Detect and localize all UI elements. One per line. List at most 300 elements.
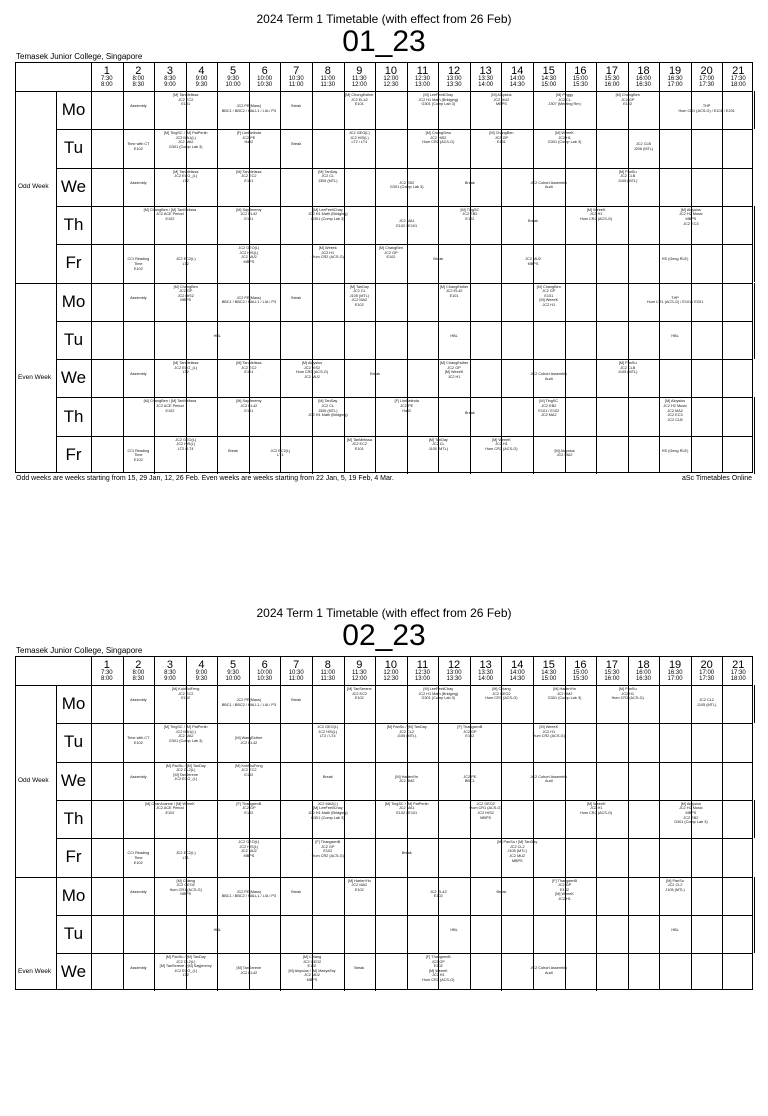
lesson-cell xyxy=(535,438,595,483)
lesson-text: [M] Aloysius xyxy=(301,361,323,366)
lesson-text: JC2 ECO_(L) xyxy=(174,968,198,973)
lesson-text: G301 (Comp Lab 3) xyxy=(168,739,203,744)
lesson-text: [M] SayJeremy xyxy=(236,207,262,212)
day-label: Fr xyxy=(65,253,82,273)
lesson-text: [M] LeeFeeliChay xyxy=(423,687,454,691)
lesson-cell xyxy=(219,764,279,798)
lesson-text: [M] PanSu / [M] TanDay xyxy=(497,840,538,845)
lesson-divider xyxy=(596,762,597,800)
period-end-time: 12:00 xyxy=(351,82,367,88)
lesson-text: Hum CR1 (ACS-G) xyxy=(469,806,502,811)
period-start-time: 10:00 xyxy=(257,76,273,82)
period-start-time: 16:00 xyxy=(635,76,651,82)
lesson-text: JC2 CL xyxy=(558,97,571,102)
lesson-text: G301 (Comp Lab 3) xyxy=(310,815,345,820)
lesson-text: E102 xyxy=(433,964,443,969)
lesson-text: [M] WeeeK xyxy=(492,437,511,442)
lesson-text: JC2 EL42 xyxy=(351,97,368,102)
lesson-text: G301 (Comp Lab 3) xyxy=(547,140,582,145)
lesson-text: G301 (Comp Lab 3) xyxy=(168,145,203,150)
lesson-cell xyxy=(535,131,595,165)
lesson-text: JC2 MU2 xyxy=(509,853,526,858)
lesson-cell xyxy=(471,687,531,721)
lesson-cell xyxy=(282,955,342,989)
lesson-text: HBL xyxy=(213,927,221,932)
lesson-text: J105 (MTL) xyxy=(397,734,417,739)
lesson-text: JC2 EC2 xyxy=(241,174,257,179)
lesson-text: JC2 MA1(L) xyxy=(175,135,196,140)
lesson-text: JC2 H1 xyxy=(447,374,461,379)
lesson-text: [M] ChangEsther xyxy=(439,284,469,289)
lesson-text: Break xyxy=(291,142,302,147)
day-label: Fr xyxy=(65,847,82,867)
lesson-text: JC2 H1 xyxy=(431,973,445,978)
lesson-cell xyxy=(471,131,531,165)
lesson-text: [M] PanSu xyxy=(618,361,637,366)
lesson-text: [M] TanDay xyxy=(318,169,338,174)
lesson-text: E101 xyxy=(354,102,364,107)
lesson-cell xyxy=(377,725,437,759)
lesson-text: [M] ChangBen / [M] TanMelissa xyxy=(143,207,197,212)
lesson-text: [M] ChangBen xyxy=(489,131,514,136)
period-number: 21 xyxy=(732,65,745,77)
lesson-text: Hum CR1 (ACS-G) xyxy=(485,696,518,701)
lesson-text: Assembly xyxy=(130,180,147,185)
lesson-text: [M] PanSu / [M] TanDay xyxy=(386,725,427,730)
lesson-text: JC2 GP xyxy=(242,806,256,811)
lesson-text: [M] TanDay xyxy=(318,399,338,404)
day-label: Mo xyxy=(61,291,86,311)
lesson-text: JC2 CL2 xyxy=(509,844,525,849)
lesson-text: [M] TanSerene xyxy=(347,687,372,691)
row-divider xyxy=(56,436,752,437)
lesson-text: JC2 EB2 xyxy=(462,212,478,217)
lesson-text: E101 xyxy=(544,293,554,298)
day-label: Mo xyxy=(61,100,86,120)
period-start-time: 14:00 xyxy=(509,670,525,676)
lesson-text: E101 xyxy=(244,217,254,222)
lesson-text: Break xyxy=(401,851,412,856)
timetable-grid xyxy=(15,656,753,990)
lesson-text: Hum CR2 (ACS-G) xyxy=(579,217,613,222)
timetable-sheet xyxy=(0,12,768,522)
lesson-text: [M] Chiang xyxy=(302,955,322,960)
lesson-cell xyxy=(156,170,216,204)
lesson-text: [M] TanSerene xyxy=(173,772,199,777)
lesson-text: [M] TingSC xyxy=(460,207,480,212)
day-label: Th xyxy=(63,215,84,235)
lesson-text: [M] TanSerene xyxy=(236,966,262,971)
lesson-text: JC2 GP xyxy=(621,97,635,102)
row-divider xyxy=(56,397,752,398)
lesson-text: JC2 GEO2 xyxy=(176,883,195,888)
lesson-text: JC2 GEO2 xyxy=(476,801,495,806)
lesson-cell xyxy=(535,879,595,913)
lesson-cell xyxy=(124,955,153,1000)
lesson-text: J305 (MTL) xyxy=(318,408,338,413)
period-start-time: 11:30 xyxy=(352,76,367,82)
lesson-text: JC2 CLB xyxy=(635,142,652,147)
lesson-text: JC2 CL2(L) xyxy=(176,768,196,773)
lesson-text: JC2 HIS(L) xyxy=(318,729,338,734)
period-number: 3 xyxy=(166,659,173,671)
lesson-cell xyxy=(440,725,500,759)
lesson-text: JC2 EC2(L) xyxy=(175,257,196,262)
lesson-text: Break xyxy=(228,448,239,453)
lesson-text: [M] Weeek xyxy=(318,246,337,251)
lesson-text: [F] ThangsenB xyxy=(236,801,262,806)
lesson-cell xyxy=(156,764,216,798)
lesson-text: JC2 MA2 xyxy=(540,413,557,418)
lesson-text: [M] LeeFeeliChay xyxy=(423,93,454,97)
period-number: 17 xyxy=(605,65,619,77)
lesson-text: JC2 MU2 xyxy=(556,453,573,458)
period-end-time: 13:30 xyxy=(446,676,462,682)
lesson-text: G301 (Comp Lab 3) xyxy=(310,217,345,222)
lesson-text: JC2 GEO(L) xyxy=(175,437,197,442)
lesson-text: JC2 EL42 xyxy=(445,289,463,294)
lesson-text: [M] ChongEsther xyxy=(345,93,374,97)
lesson-text: J206 (MTL) xyxy=(633,147,654,152)
lesson-text: JC2 CLB xyxy=(620,174,636,179)
lesson-text: E102 xyxy=(165,408,175,413)
lesson-text: MBPS xyxy=(306,978,318,983)
lesson-text: JC2 GEO2 xyxy=(302,959,322,964)
lesson-cell xyxy=(156,955,216,989)
lesson-cell xyxy=(314,438,406,472)
period-end-time: 11:00 xyxy=(288,676,304,682)
lesson-cell xyxy=(156,725,216,759)
lesson-text: E102 xyxy=(354,696,364,701)
lesson-text: [M] PanSu / [M] TanDay xyxy=(165,763,206,768)
lesson-text: [M] WeeeK xyxy=(539,725,559,730)
period-number: 15 xyxy=(542,659,555,671)
lesson-text: JC2 HIS2 xyxy=(430,135,447,140)
lesson-text: MBPS xyxy=(496,102,507,107)
lesson-text: JC2 PE(Mass) xyxy=(236,698,262,703)
lesson-text: J105 (MTL) xyxy=(696,702,717,707)
lesson-text: JC2 EC3 xyxy=(667,413,683,418)
row-divider xyxy=(56,915,752,916)
lesson-text: JC2 ACE Period xyxy=(156,212,184,217)
lesson-cell xyxy=(282,246,374,280)
period-end-time: 14:30 xyxy=(509,82,525,88)
timetable-title: 2024 Term 1 Timetable (with effect from 26 Feb) xyxy=(256,606,512,620)
period-end-time: 11:30 xyxy=(320,82,336,88)
lesson-text: G301 (Comp Lab 3) xyxy=(674,820,708,825)
lesson-divider xyxy=(754,321,755,359)
lesson-cell xyxy=(219,208,279,242)
lesson-text: BBC1 / BBC2 / HALL1 / LIA / P3 xyxy=(221,300,276,305)
lesson-text: JC2 H2 Music xyxy=(679,212,703,217)
lesson-text: E102 xyxy=(165,811,175,816)
period-end-time: 17:30 xyxy=(699,82,715,88)
lesson-text: JC2 EC2 xyxy=(241,768,257,773)
lesson-text: G301 (Comp Lab 3) xyxy=(421,696,456,701)
period-end-time: 14:30 xyxy=(509,676,525,682)
lesson-cell xyxy=(629,802,752,836)
lesson-text: JC2 EL42 xyxy=(429,889,447,894)
period-number: 11 xyxy=(416,659,429,671)
lesson-text: JC2 HIS(L) xyxy=(239,844,259,849)
period-end-time: 15:00 xyxy=(541,676,557,682)
lesson-text: JC2 PE xyxy=(463,774,477,779)
period-end-time: 11:30 xyxy=(320,676,336,682)
day-label: Th xyxy=(63,809,84,829)
lesson-text: JC2 Cohort Assembly xyxy=(530,180,568,185)
lesson-text: Audi xyxy=(544,970,553,975)
lesson-text: JC2 H1 xyxy=(589,806,603,811)
period-start-time: 12:00 xyxy=(383,670,399,676)
lesson-cell xyxy=(219,802,279,836)
lesson-text: Hall2 xyxy=(402,408,412,413)
lesson-cell xyxy=(598,170,658,204)
lesson-cell xyxy=(282,840,374,874)
lesson-text: Break xyxy=(322,774,333,779)
period-number: 4 xyxy=(198,65,205,77)
lesson-text: [M] SayJeremy xyxy=(236,399,262,404)
lesson-text: HS (Geog RLE) xyxy=(661,448,689,453)
lesson-text: JC2 MU2 xyxy=(240,255,257,260)
lesson-text: JC2 ACE Period xyxy=(156,806,184,811)
lesson-text: [M] Chiang xyxy=(492,687,511,691)
lesson-text: CCI Reading Time xyxy=(127,448,150,458)
period-start-time: 17:30 xyxy=(730,76,746,82)
lesson-text: Hum CR2 (ACS-G) xyxy=(422,140,455,145)
lesson-text: JC2 EC2(L) xyxy=(270,448,291,453)
week-label-odd: Odd Week xyxy=(18,182,49,190)
lesson-text: JC2 GEO(L) xyxy=(317,725,339,730)
lesson-text: E101 / E102 xyxy=(538,408,560,413)
column-divider xyxy=(91,657,92,989)
lesson-text: BBC1 xyxy=(464,779,475,784)
period-number: 10 xyxy=(384,659,398,671)
lesson-text: Hum CR2 (ACS-G) xyxy=(611,696,644,701)
lesson-cell xyxy=(156,687,216,721)
lesson-cell xyxy=(598,93,658,127)
lesson-text: JC2 EL42 xyxy=(240,741,258,746)
lesson-text: Break xyxy=(354,966,365,971)
period-start-time: 14:30 xyxy=(541,670,557,676)
lesson-text: E102 xyxy=(244,811,254,816)
lesson-text: E102 xyxy=(133,741,143,746)
row-divider xyxy=(56,953,752,954)
period-start-time: 7:30 xyxy=(100,670,113,676)
lesson-text: [M] ChanJoanne / [M] WeeeK xyxy=(145,801,195,806)
period-number: 11 xyxy=(416,65,429,77)
lesson-text: E101 xyxy=(244,370,254,375)
lesson-cell xyxy=(566,208,626,242)
lesson-text: G301 (Comp Lab 3) xyxy=(421,102,456,107)
lesson-text: J307 (Meeting Rm) xyxy=(548,102,581,107)
lesson-text: E102 xyxy=(244,772,254,777)
day-label: Tu xyxy=(63,923,84,943)
lesson-text: Assembly xyxy=(130,295,147,300)
lesson-text: Break xyxy=(496,889,507,894)
lesson-text: CCI Reading Time xyxy=(127,851,150,860)
period-number: 18 xyxy=(637,659,650,671)
lesson-cell xyxy=(314,93,406,127)
period-end-time: 11:00 xyxy=(288,82,304,88)
lesson-text: JC2 HIS2 xyxy=(303,365,321,370)
lesson-text: Hum CR2 (ACS-G) xyxy=(311,255,344,260)
lesson-text: [M] TanDay xyxy=(428,437,448,442)
lesson-cell xyxy=(471,93,531,127)
period-end-time: 13:30 xyxy=(446,82,462,88)
lesson-text: JC2 CL2 xyxy=(667,883,683,888)
lesson-text: MBPS xyxy=(180,892,192,897)
lesson-text: E101 xyxy=(181,102,191,107)
period-start-time: 17:00 xyxy=(699,76,715,82)
lesson-text: JC2 H1 Math (Bridging) xyxy=(307,811,348,816)
lesson-text: JC2 GEO(L) xyxy=(238,246,260,251)
lesson-cell xyxy=(156,285,216,319)
lesson-text: Assembly xyxy=(130,698,147,703)
lesson-text: MBPS xyxy=(243,259,255,264)
lesson-text: JC2 MA1 xyxy=(398,806,415,811)
lesson-text: JC2 HIS(L) xyxy=(176,442,196,447)
lesson-text: [M] WangEsther xyxy=(235,736,263,741)
lesson-text: [M] HarlenYin xyxy=(553,687,576,691)
lesson-text: [M] TanMelissa xyxy=(236,169,262,174)
lesson-text: Break xyxy=(464,180,475,185)
lesson-text: [M] TanMelissa xyxy=(173,361,199,366)
lesson-text: HBL xyxy=(671,927,679,932)
lesson-cell xyxy=(408,131,468,165)
lesson-text: E102 xyxy=(323,849,333,854)
period-end-time: 14:00 xyxy=(478,82,494,88)
lesson-text: Hum CR2 (ACS-G) xyxy=(485,446,518,451)
period-start-time: 13:00 xyxy=(446,76,462,82)
lesson-text: [M] ChangBen xyxy=(536,284,561,289)
lesson-text: JC2 GP xyxy=(384,250,398,255)
period-number: 10 xyxy=(384,65,398,77)
lesson-text: Hum CR1 (ACS-G) / E101 / E201 xyxy=(678,108,735,113)
period-start-time: 15:30 xyxy=(604,76,620,82)
timetable-sheet xyxy=(0,606,768,1116)
period-end-time: 9:00 xyxy=(164,82,176,88)
lesson-text: [M] ChangEsther xyxy=(439,361,469,366)
period-number: 20 xyxy=(700,65,713,77)
period-end-time: 8:30 xyxy=(132,82,145,88)
lesson-text: JC2 BM2 xyxy=(398,779,415,784)
lesson-text: JC2 H1 xyxy=(542,302,556,307)
lesson-divider xyxy=(596,723,597,761)
lesson-divider xyxy=(691,129,692,167)
lesson-cell xyxy=(314,687,406,721)
week-label-odd: Odd Week xyxy=(18,776,49,784)
lesson-text: Break xyxy=(370,372,381,377)
lesson-text: JC2 CLB xyxy=(620,365,636,370)
lesson-divider xyxy=(754,877,755,915)
period-number: 1 xyxy=(103,65,110,77)
lesson-text: JC2 EC2 xyxy=(178,97,194,102)
lesson-cell xyxy=(598,361,658,395)
lesson-text: HBL xyxy=(671,333,679,338)
lesson-cell xyxy=(124,802,216,836)
lesson-cell xyxy=(219,840,279,874)
lesson-text: BBC1 / BBC2 / HALL1 / LIA / P3 xyxy=(221,108,276,113)
lesson-text: JC2 H1 xyxy=(542,729,556,734)
lesson-text: J105 (MTL) xyxy=(665,887,685,892)
lesson-text: [M] WeeeK xyxy=(555,892,574,897)
lesson-divider xyxy=(596,953,597,991)
lesson-text: JC2 EL42 xyxy=(240,970,258,975)
lesson-text: JC2 ECO_(L) xyxy=(174,174,198,179)
period-number: 1 xyxy=(103,659,110,671)
lesson-text: JC2 GEO2 xyxy=(492,691,511,696)
period-end-time: 12:30 xyxy=(383,676,399,682)
lesson-cell xyxy=(598,687,658,721)
day-label: We xyxy=(60,962,87,982)
lesson-text: [M] Peggy xyxy=(556,93,574,97)
period-number: 9 xyxy=(356,659,363,671)
lesson-text: LT2 / LT4 xyxy=(351,140,368,145)
lesson-divider xyxy=(754,244,755,282)
lesson-text: JC2 GP xyxy=(321,844,335,849)
lesson-cell xyxy=(314,285,406,319)
lesson-text: JC2 CL2 xyxy=(699,698,715,703)
lesson-text: JC2 GEO(L) xyxy=(238,840,260,845)
period-number: 6 xyxy=(261,659,268,671)
lesson-text: [M] TanSerene / [M] Sayjeremy xyxy=(159,964,212,969)
period-number: 15 xyxy=(542,65,555,77)
row-divider xyxy=(16,877,752,878)
lesson-text: [M] ChangBen xyxy=(615,93,640,97)
lesson-text: [M] WeeeK xyxy=(444,370,464,375)
period-start-time: 13:30 xyxy=(478,670,494,676)
lesson-text: LT2 / LT4 xyxy=(319,734,336,739)
lesson-text: LT2 xyxy=(182,370,189,375)
period-number: 12 xyxy=(447,65,461,77)
lesson-cell xyxy=(471,438,531,472)
lesson-cell xyxy=(282,725,374,759)
lesson-text: JC2 EB2 xyxy=(541,403,557,408)
lesson-text: Audi xyxy=(544,779,553,784)
period-start-time: 12:30 xyxy=(414,76,430,82)
week-label-even: Even Week xyxy=(18,968,52,976)
day-label: Tu xyxy=(63,732,84,752)
lesson-text: HBL xyxy=(450,927,458,932)
period-number: 17 xyxy=(605,659,619,671)
period-number: 5 xyxy=(230,65,237,77)
lesson-text: JC2 Cohort Assembly xyxy=(530,372,568,377)
lesson-text: LT2 / LT4 xyxy=(177,446,194,451)
lesson-text: THP xyxy=(702,104,711,109)
period-number: 6 xyxy=(261,65,268,77)
lesson-cell xyxy=(377,246,406,280)
lesson-text: Break xyxy=(291,889,302,894)
lesson-text: [M] LeeFeeliChay xyxy=(312,207,343,212)
period-number: 7 xyxy=(293,659,300,671)
period-end-time: 15:00 xyxy=(541,82,557,88)
period-end-time: 17:00 xyxy=(667,676,683,682)
period-end-time: 10:30 xyxy=(257,676,273,682)
period-end-time: 14:00 xyxy=(478,676,494,682)
period-start-time: 17:30 xyxy=(730,670,746,676)
lesson-text: Break xyxy=(291,104,302,109)
lesson-text: JC2 HIS(L) xyxy=(239,250,259,255)
period-end-time: 8:30 xyxy=(132,676,145,682)
period-number: 4 xyxy=(198,659,205,671)
row-divider xyxy=(56,168,752,169)
lesson-text: [M] WeeeK xyxy=(428,968,448,973)
lesson-text: Break xyxy=(464,410,475,415)
day-label: We xyxy=(60,770,87,790)
lesson-text: JC2 CL xyxy=(321,174,335,179)
lesson-text: Hum CR2 (ACS-G) xyxy=(422,978,455,983)
lesson-cell xyxy=(408,361,500,395)
